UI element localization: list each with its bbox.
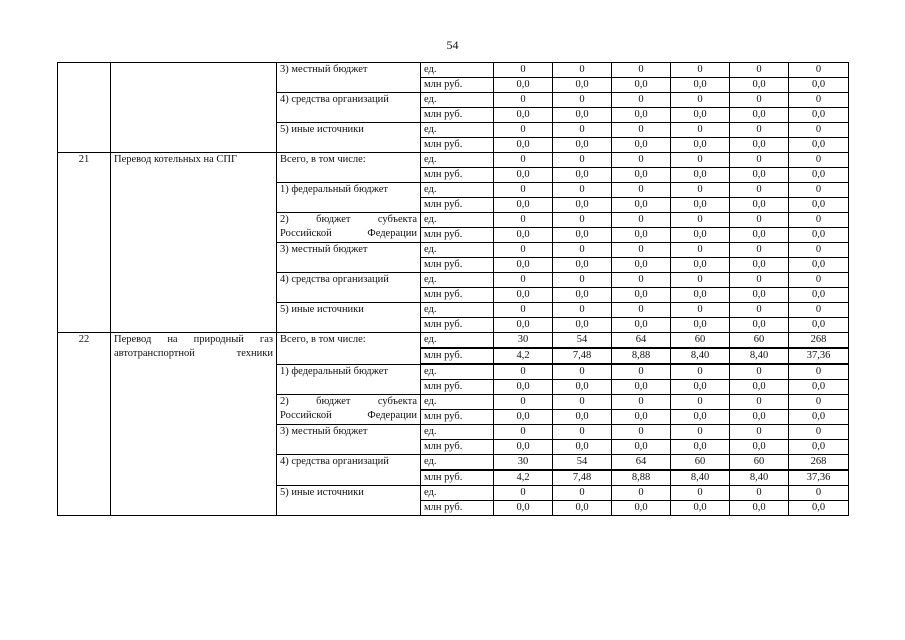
value-cell: 60	[730, 333, 789, 349]
value-cell: 8,40	[671, 348, 730, 364]
value-cell: 0,0	[494, 501, 553, 516]
value-cell: 8,88	[612, 348, 671, 364]
value-cell: 268	[789, 333, 849, 349]
value-cell: 0	[494, 63, 553, 78]
value-cell: 0	[730, 243, 789, 258]
value-cell: 268	[789, 455, 849, 471]
value-cell: 4,2	[494, 470, 553, 486]
value-cell: 0,0	[553, 108, 612, 123]
value-cell: 0,0	[730, 108, 789, 123]
funding-source: Всего, в том числе:	[277, 153, 421, 183]
value-cell: 37,36	[789, 348, 849, 364]
value-cell: 0,0	[671, 501, 730, 516]
value-cell: 0	[730, 153, 789, 168]
value-cell: 0,0	[553, 138, 612, 153]
unit-cell: ед.	[421, 486, 494, 501]
value-cell: 0,0	[789, 410, 849, 425]
funding-source: 3) местный бюджет	[277, 63, 421, 93]
value-cell: 60	[671, 455, 730, 471]
value-cell: 0,0	[789, 258, 849, 273]
funding-source: 3) местный бюджет	[277, 243, 421, 273]
value-cell: 0,0	[789, 78, 849, 93]
value-cell: 0,0	[789, 168, 849, 183]
value-cell: 54	[553, 333, 612, 349]
unit-cell: млн руб.	[421, 410, 494, 425]
value-cell: 0	[494, 425, 553, 440]
value-cell: 0	[494, 153, 553, 168]
value-cell: 0,0	[671, 138, 730, 153]
value-cell: 0	[671, 183, 730, 198]
value-cell: 0	[789, 153, 849, 168]
funding-source: 5) иные источники	[277, 486, 421, 516]
value-cell: 0	[671, 425, 730, 440]
value-cell: 0,0	[671, 198, 730, 213]
value-cell: 8,40	[671, 470, 730, 486]
value-cell: 0,0	[730, 501, 789, 516]
value-cell: 8,88	[612, 470, 671, 486]
unit-cell: млн руб.	[421, 228, 494, 243]
value-cell: 0	[612, 425, 671, 440]
unit-cell: млн руб.	[421, 78, 494, 93]
value-cell: 0,0	[553, 288, 612, 303]
value-cell: 0,0	[612, 108, 671, 123]
unit-cell: ед.	[421, 333, 494, 349]
value-cell: 0	[553, 303, 612, 318]
value-cell: 0	[612, 486, 671, 501]
value-cell: 0	[612, 243, 671, 258]
value-cell: 0,0	[553, 198, 612, 213]
value-cell: 0	[671, 364, 730, 380]
unit-cell: млн руб.	[421, 168, 494, 183]
unit-cell: ед.	[421, 395, 494, 410]
unit-cell: млн руб.	[421, 440, 494, 455]
value-cell: 8,40	[730, 348, 789, 364]
value-cell: 0	[671, 273, 730, 288]
value-cell: 0	[494, 93, 553, 108]
table-row	[58, 153, 849, 168]
value-cell: 0,0	[789, 288, 849, 303]
value-cell: 0	[553, 395, 612, 410]
value-cell: 0,0	[612, 318, 671, 333]
value-cell: 0	[789, 213, 849, 228]
value-cell: 0,0	[612, 410, 671, 425]
value-cell: 0	[553, 123, 612, 138]
value-cell: 0	[730, 93, 789, 108]
value-cell: 0	[730, 273, 789, 288]
unit-cell: ед.	[421, 425, 494, 440]
value-cell: 0	[671, 93, 730, 108]
value-cell: 0,0	[494, 228, 553, 243]
unit-cell: млн руб.	[421, 288, 494, 303]
value-cell: 0,0	[671, 440, 730, 455]
value-cell: 0	[494, 183, 553, 198]
value-cell: 4,2	[494, 348, 553, 364]
value-cell: 0	[789, 273, 849, 288]
funding-source: 4) средства организаций	[277, 455, 421, 486]
value-cell: 0,0	[730, 228, 789, 243]
unit-cell: млн руб.	[421, 108, 494, 123]
unit-cell: млн руб.	[421, 348, 494, 364]
value-cell: 0,0	[494, 288, 553, 303]
value-cell: 0,0	[612, 380, 671, 395]
value-cell: 0,0	[730, 168, 789, 183]
value-cell: 0,0	[612, 198, 671, 213]
value-cell: 0,0	[671, 168, 730, 183]
value-cell: 0	[612, 93, 671, 108]
value-cell: 0	[612, 153, 671, 168]
funding-table	[57, 62, 849, 516]
value-cell: 0	[671, 123, 730, 138]
value-cell: 0	[789, 303, 849, 318]
value-cell: 0,0	[494, 168, 553, 183]
value-cell: 0,0	[730, 198, 789, 213]
value-cell: 0,0	[671, 78, 730, 93]
value-cell: 0,0	[730, 410, 789, 425]
value-cell: 0	[494, 486, 553, 501]
unit-cell: млн руб.	[421, 470, 494, 486]
value-cell: 0,0	[553, 168, 612, 183]
funding-source: 4) средства организаций	[277, 93, 421, 123]
value-cell: 0,0	[494, 138, 553, 153]
value-cell: 0,0	[494, 380, 553, 395]
value-cell: 0,0	[789, 228, 849, 243]
value-cell: 0	[612, 395, 671, 410]
value-cell: 0,0	[789, 318, 849, 333]
value-cell: 0,0	[789, 138, 849, 153]
funding-source: 1) федеральный бюджет	[277, 183, 421, 213]
value-cell: 0,0	[494, 198, 553, 213]
funding-source: Всего, в том числе:	[277, 333, 421, 365]
value-cell: 0	[612, 123, 671, 138]
value-cell: 0	[553, 425, 612, 440]
row-index: 21	[58, 153, 111, 333]
value-cell: 0,0	[730, 318, 789, 333]
table-row	[58, 333, 849, 349]
value-cell: 0	[671, 243, 730, 258]
funding-source: 5) иные источники	[277, 303, 421, 333]
value-cell: 0	[730, 364, 789, 380]
value-cell: 0	[612, 213, 671, 228]
value-cell: 0,0	[612, 440, 671, 455]
value-cell: 0	[789, 486, 849, 501]
value-cell: 0,0	[671, 410, 730, 425]
value-cell: 0	[789, 364, 849, 380]
value-cell: 0,0	[494, 410, 553, 425]
value-cell: 0,0	[553, 501, 612, 516]
value-cell: 0	[553, 273, 612, 288]
funding-source: 2) бюджет субъекта Российской Федерации	[277, 213, 421, 243]
value-cell: 0,0	[730, 288, 789, 303]
unit-cell: млн руб.	[421, 258, 494, 273]
value-cell: 0,0	[553, 410, 612, 425]
value-cell: 60	[671, 333, 730, 349]
value-cell: 0	[730, 123, 789, 138]
value-cell: 0	[789, 183, 849, 198]
value-cell: 0	[553, 93, 612, 108]
value-cell: 0	[494, 364, 553, 380]
measure-name: Перевод котельных на СПГ	[111, 153, 277, 333]
value-cell: 0	[553, 364, 612, 380]
value-cell: 64	[612, 333, 671, 349]
value-cell: 0	[789, 63, 849, 78]
page-number: 54	[446, 38, 459, 52]
unit-cell: ед.	[421, 213, 494, 228]
unit-cell: млн руб.	[421, 198, 494, 213]
value-cell: 0,0	[494, 108, 553, 123]
value-cell: 0	[671, 395, 730, 410]
value-cell: 0,0	[553, 78, 612, 93]
value-cell: 0,0	[789, 380, 849, 395]
value-cell: 0	[612, 364, 671, 380]
value-cell: 0,0	[553, 440, 612, 455]
value-cell: 0	[494, 273, 553, 288]
value-cell: 0	[789, 425, 849, 440]
funding-source: 2) бюджет субъекта Российской Федерации	[277, 395, 421, 425]
value-cell: 0,0	[553, 318, 612, 333]
value-cell: 0,0	[789, 108, 849, 123]
value-cell: 0	[494, 243, 553, 258]
row-index	[58, 63, 111, 153]
value-cell: 0	[671, 213, 730, 228]
value-cell: 54	[553, 455, 612, 471]
value-cell: 0,0	[730, 138, 789, 153]
value-cell: 0	[553, 63, 612, 78]
unit-cell: ед.	[421, 123, 494, 138]
value-cell: 64	[612, 455, 671, 471]
value-cell: 0,0	[553, 258, 612, 273]
value-cell: 37,36	[789, 470, 849, 486]
unit-cell: ед.	[421, 183, 494, 198]
value-cell: 0,0	[671, 288, 730, 303]
value-cell: 0	[494, 123, 553, 138]
funding-source: 3) местный бюджет	[277, 425, 421, 455]
unit-cell: ед.	[421, 243, 494, 258]
value-cell: 0	[730, 303, 789, 318]
value-cell: 0,0	[730, 440, 789, 455]
value-cell: 0,0	[553, 380, 612, 395]
value-cell: 0	[553, 153, 612, 168]
funding-source: 4) средства организаций	[277, 273, 421, 303]
unit-cell: млн руб.	[421, 380, 494, 395]
measure-name	[111, 63, 277, 153]
value-cell: 0	[671, 153, 730, 168]
value-cell: 0,0	[730, 78, 789, 93]
value-cell: 0,0	[671, 108, 730, 123]
value-cell: 0	[730, 486, 789, 501]
unit-cell: млн руб.	[421, 138, 494, 153]
value-cell: 0	[789, 123, 849, 138]
value-cell: 0,0	[612, 228, 671, 243]
measure-name: Перевод на природный газ автотранспортной техники	[111, 333, 277, 516]
value-cell: 0,0	[494, 318, 553, 333]
value-cell: 0,0	[612, 168, 671, 183]
value-cell: 0	[494, 395, 553, 410]
value-cell: 0	[612, 63, 671, 78]
value-cell: 0,0	[612, 288, 671, 303]
value-cell: 30	[494, 455, 553, 471]
value-cell: 0,0	[789, 501, 849, 516]
value-cell: 0,0	[789, 440, 849, 455]
value-cell: 0	[671, 63, 730, 78]
value-cell: 0	[730, 63, 789, 78]
funding-source: 5) иные источники	[277, 123, 421, 153]
value-cell: 0	[730, 395, 789, 410]
value-cell: 8,40	[730, 470, 789, 486]
unit-cell: ед.	[421, 93, 494, 108]
value-cell: 0,0	[612, 138, 671, 153]
value-cell: 0,0	[730, 258, 789, 273]
funding-source: 1) федеральный бюджет	[277, 364, 421, 395]
value-cell: 0	[553, 183, 612, 198]
value-cell: 0,0	[671, 380, 730, 395]
unit-cell: ед.	[421, 455, 494, 471]
value-cell: 0,0	[612, 501, 671, 516]
value-cell: 0,0	[612, 258, 671, 273]
value-cell: 0	[612, 183, 671, 198]
value-cell: 0	[671, 303, 730, 318]
value-cell: 0,0	[671, 258, 730, 273]
value-cell: 0	[612, 303, 671, 318]
unit-cell: ед.	[421, 364, 494, 380]
table-row	[58, 63, 849, 78]
unit-cell: ед.	[421, 273, 494, 288]
value-cell: 0	[789, 243, 849, 258]
value-cell: 0,0	[494, 440, 553, 455]
value-cell: 7,48	[553, 470, 612, 486]
value-cell: 0	[553, 243, 612, 258]
value-cell: 7,48	[553, 348, 612, 364]
value-cell: 0,0	[612, 78, 671, 93]
unit-cell: ед.	[421, 153, 494, 168]
unit-cell: ед.	[421, 303, 494, 318]
row-index: 22	[58, 333, 111, 516]
value-cell: 0	[553, 213, 612, 228]
value-cell: 0,0	[494, 78, 553, 93]
value-cell: 0,0	[671, 318, 730, 333]
value-cell: 0,0	[671, 228, 730, 243]
value-cell: 0	[730, 213, 789, 228]
value-cell: 60	[730, 455, 789, 471]
value-cell: 0	[494, 303, 553, 318]
value-cell: 0,0	[730, 380, 789, 395]
value-cell: 0,0	[789, 198, 849, 213]
unit-cell: ед.	[421, 63, 494, 78]
value-cell: 0	[494, 213, 553, 228]
value-cell: 0	[789, 93, 849, 108]
unit-cell: млн руб.	[421, 318, 494, 333]
unit-cell: млн руб.	[421, 501, 494, 516]
value-cell: 0	[553, 486, 612, 501]
value-cell: 0	[730, 183, 789, 198]
value-cell: 0,0	[553, 228, 612, 243]
value-cell: 30	[494, 333, 553, 349]
value-cell: 0	[730, 425, 789, 440]
value-cell: 0,0	[494, 258, 553, 273]
value-cell: 0	[671, 486, 730, 501]
value-cell: 0	[612, 273, 671, 288]
value-cell: 0	[789, 395, 849, 410]
